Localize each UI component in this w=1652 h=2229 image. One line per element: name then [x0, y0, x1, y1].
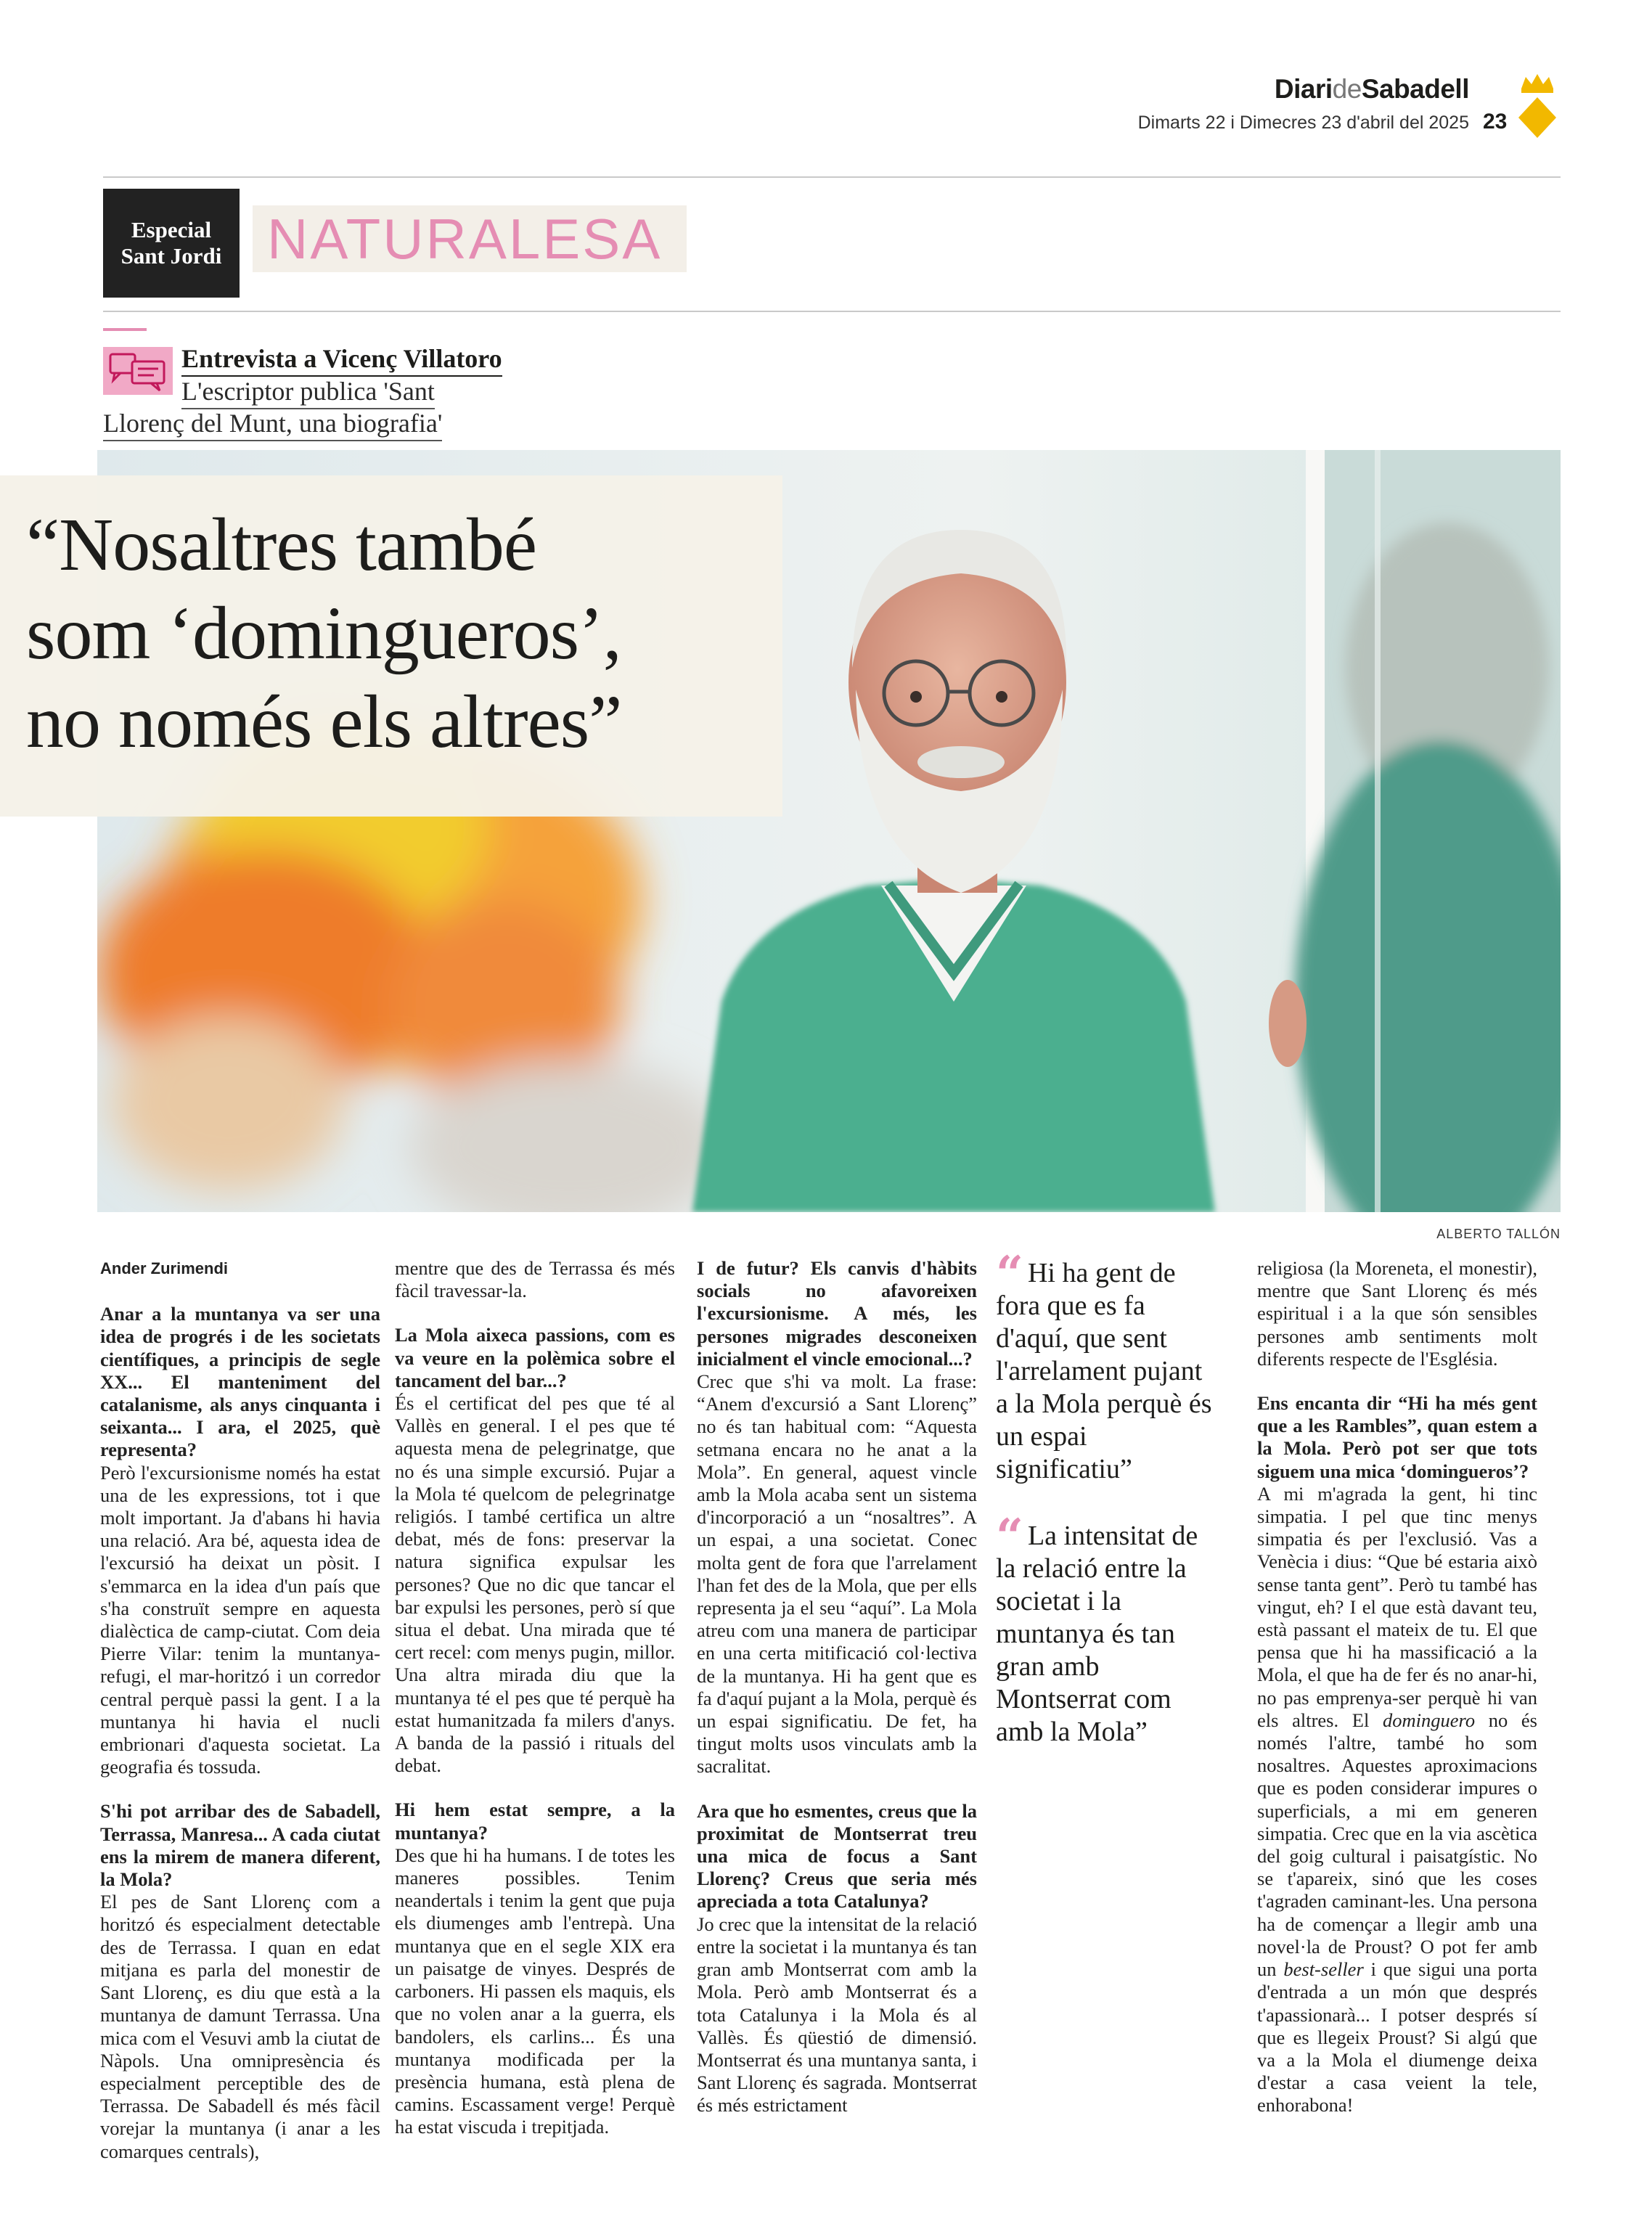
question: Hi hem estat sempre, a la muntanya? — [395, 1799, 675, 1844]
answer: Crec que s'hi va molt. La frase: “Anem d'excursió a Sant Llorenç” no és tan habitual com: “Aquesta setmana encara no he anat a la Mola”. En general, aquest vincle amb la Mola acaba sent un sistema d'incorporació a un “nosaltres”. A un espai, a una societat. Conec molta gent de fora que l'arrelament l'han fet des de la Mola, que per ells representa ja el seu “aquí”. La Mola atreu com una manera de participar en una certa mitificació col·lectiva de la muntanya. Hi ha gent que es fa d'aquí pujant a la Mola, perquè és un espai significatiu. De fet, ha tingut molts usos vinculats amb la sacralitat. — [697, 1370, 977, 1778]
question: I de futur? Els canvis d'hàbits socials no afavoreixen l'excursionisme. A més, les persones migrades desconeixen inicialment el vincle emocional...? — [697, 1257, 977, 1370]
article-column-3 — [697, 1257, 977, 2117]
pullquote-2-text: La intensitat de la relació entre la societat i la muntanya és tan gran amb Montserrat com amb la Mola” — [996, 1521, 1198, 1747]
answer-text: i que sigui una porta d'entrada a un món que després t'apassionarà... I potser després sí que es llegeix Proust? Si algú que va a la Mola el diumenge deixa d'estar a casa veient la tele, enhorabona! — [1257, 1958, 1538, 2116]
interview-subtitle-line-1: L'escriptor publica 'Sant — [181, 376, 435, 409]
section-rule — [103, 311, 1561, 312]
question: Anar a la muntanya va ser una idea de progrés i de les societats científiques, a principis de segle XX... El manteniment del catalanisme, als anys cinquanta i seixanta... I ara, el 2025, què representa? — [100, 1303, 380, 1461]
interview-subtitle-line-2: Llorenç del Munt, una biografia' — [103, 408, 442, 441]
answer-emphasis: dominguero — [1383, 1709, 1476, 1731]
answer-text: A mi m'agrada la gent, hi tinc simpatia. I pel que tinc menys simpatia és per l'exclusió. Vas a Venècia i dius: “Que bé estaria això sense tanta gent”. Però tu també has vingut, eh? I el que està davant teu, està passant el mateix de tu. El que pensa que hi ha massificació a la Mola, el que ha de fer és no anar-hi, no pas emprenya-ser perquè hi van els altres. El — [1257, 1482, 1537, 1731]
page-number: 23 — [1483, 110, 1508, 134]
special-line-1: Especial — [131, 217, 212, 242]
answer — [1257, 1483, 1537, 2117]
interview-title: Entrevista a Vicenç Villatoro — [181, 343, 502, 377]
answer: mentre que des de Terrassa és més fàcil travessar-la. — [395, 1257, 675, 1302]
article-column-1 — [100, 1257, 380, 2163]
headline — [26, 501, 781, 766]
headline-line-3: no només els altres” — [26, 680, 622, 764]
answer: El pes de Sant Llorenç com a horitzó és especialment detectable des de Terrassa. I quan en edat mitjana es parla del monestir de Sant Llorenç, es diu que està a la muntanya de damunt Terrassa. Una mica com el Vesuvi amb la ciutat de Nàpols. Una omnipresència és especialment perceptible des de Terrassa. De Sabadell és més fàcil vorejar la muntanya (i anar a les comarques centrals), — [100, 1891, 380, 2162]
question: La Mola aixeca passions, com es va veure en la polèmica sobre el tancament del bar...? — [395, 1324, 675, 1391]
pullquote-1-text: Hi ha gent de fora que es fa d'aquí, que sent l'arrelament pujant a la Mola perquè és un espai significatiu” — [996, 1258, 1212, 1484]
article-column-2 — [395, 1257, 675, 2139]
question: Ens encanta dir “Hi ha més gent que a les Rambles”, quan estem a la Mola. Però pot ser que tots siguem una mica ‘domingueros’? — [1257, 1392, 1537, 1482]
headline-line-1: “Nosaltres també — [26, 503, 537, 586]
brand-part-3: Sabadell — [1361, 74, 1469, 104]
answer: Jo crec que la intensitat de la relació entre la societat i la muntanya és tan gran amb Montserrat com amb la Mola. Però amb Montserrat és a tota Catalunya i la Mola és al Vallès. És qüestió de dimensió. Montserrat és una muntanya santa, i Sant Llorenç és sagrada. Montserrat és més estrictament — [697, 1913, 977, 2116]
issue-date: Dimarts 22 i Dimecres 23 d'abril del 2025 — [1137, 113, 1469, 133]
accent-dash — [103, 328, 147, 331]
pullquote-1 — [996, 1246, 1214, 1486]
answer-emphasis: best-seller — [1283, 1958, 1364, 1981]
brand-part-1: Diari — [1274, 74, 1333, 104]
special-line-2: Sant Jordi — [120, 243, 222, 269]
brand-part-2: de — [1332, 74, 1362, 104]
quote-mark-icon: “ — [996, 1508, 1023, 1565]
answer: Des que hi ha humans. I de totes les maneres possibles. Tenim neandertals i tenim la gent que puja els diumenges amb l'entrepà. Una muntanya que en el segle XIX era un paisatge de vinyes. Després de carboners. Hi passen els maquis, els que no volen anar a la guerra, els bandolers, els carlins... És una muntanya modificada per la presència humana, està plena de camins. Escassament verge! Perquè ha estat viscuda i trepitjada. — [395, 1844, 675, 2138]
quote-mark-icon: “ — [996, 1246, 1023, 1302]
city-crest-icon — [1516, 73, 1559, 142]
byline: Ander Zurimendi — [100, 1259, 229, 1277]
question: Ara que ho esmentes, creus que la proximitat de Montserrat treu una mica de focus a Sant Llorenç? Creus que seria més apreciada a tota Catalunya? — [697, 1799, 977, 1913]
photo-credit: ALBERTO TALLÓN — [1436, 1227, 1561, 1241]
newspaper-brand — [1275, 74, 1469, 105]
interview-chat-icon — [103, 347, 173, 395]
headline-line-2: som ‘domingueros’, — [26, 592, 621, 675]
article-column-5 — [1257, 1257, 1537, 2117]
answer-text: no és només l'altre, també ho som nosaltres. Aquestes aproximacions que es poden considerar impures o superficials, a mi em generen simpatia. Crec que en la via ascètica del goig cultural i paisatgístic. No se t'apareix, sinó que les coses t'agraden caminant-les. Una persona ha de començar a llegir amb una novel·la de Proust? O pot fer amb un — [1257, 1709, 1537, 1981]
answer: És el certificat del pes que té al Vallès en general. I el pes que té aquesta mena de pelegrinatge, que no és una simple excursió. Pujar a la Mola té quelcom de pelegrinatge religiós. I també certifica un altre debat, més de fons: preservar la natura significa expulsar les persones? Que no dic que tancar el bar expulsi les persones, però sí que situa el debat. Una mirada que té cert recel: com menys pugin, millor. Una altra mirada diu que la muntanya té el pes que té perquè ha estat humanitzada fa milers d'anys. A banda de la passió i rituals del debat. — [395, 1392, 675, 1777]
pullquote-2 — [996, 1508, 1214, 1749]
special-edition-badge — [103, 189, 240, 298]
answer: Però l'excursionisme només ha estat una de les expressions, tot i que molt important. Ja d'abans hi havia una relació. Ara bé, aquesta idea de l'excursió ha deixat un pòsit. I s'emmarca en la idea d'un país que s'ha construït sempre en aquesta dialèctica de camp-ciutat. Com deia Pierre Vilar: tenim la muntanya-refugi, el mar-horitzó i un corredor central perquè passi la gent. I a la muntanya hi havia el nucli embrionari d'aquesta societat. La geografia és tossuda. — [100, 1461, 380, 1778]
header-rule — [103, 176, 1561, 178]
answer: religiosa (la Moreneta, el monestir), mentre que Sant Llorenç és més espiritual i a la que són sensibles persones amb sentiments molt diferents respecte de l'Església. — [1257, 1257, 1537, 1370]
question: S'hi pot arribar des de Sabadell, Terrassa, Manresa... A cada ciutat ens la mirem de manera diferent, la Mola? — [100, 1800, 380, 1891]
section-name: NATURALESA — [253, 205, 687, 272]
